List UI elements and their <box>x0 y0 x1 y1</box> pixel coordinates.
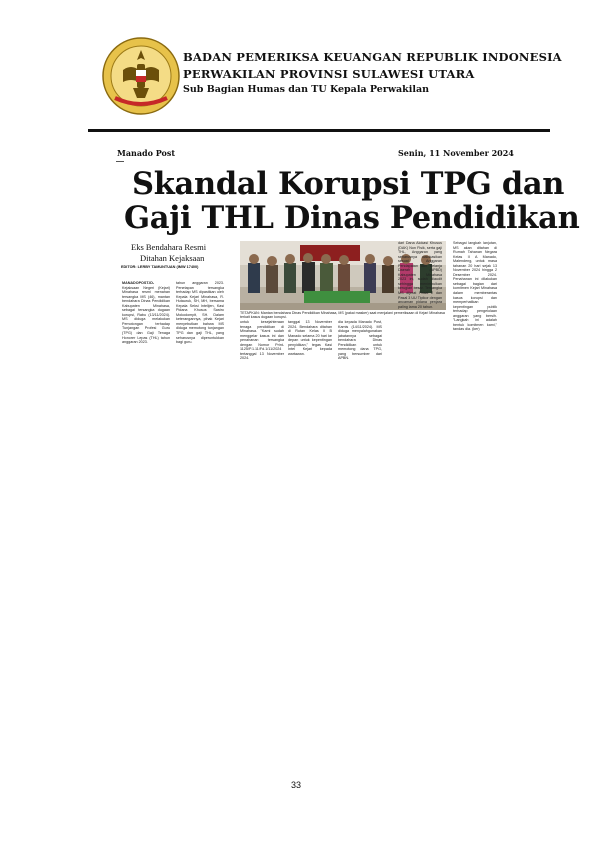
newspaper-source: Manado Post <box>117 148 176 158</box>
column-text: untuk kesejahteraan tenaga pendidikan di Minahasa. "Kami sudah menggelar kasus ini dan penahanan tersangka dengan Nomor Print-1125/P.1.11/Fd.1/11/2024 tertanggal 13 November 2024. <box>240 320 284 361</box>
editor-credit: EDITOR: LERBY TAMUNTUAN (IMW 17400) <box>121 265 199 269</box>
article-column-7 <box>453 241 497 353</box>
photo-caption: TETAPKAN: Mantan bendahara Dinas Pendidikan Minahasa, MS (pakai masker) saat menjalani pemeriksaan di Kejari Minahasa terkait kasus dugaan korupsi. <box>240 311 445 320</box>
article-column-1 <box>122 281 170 371</box>
page-number: 33 <box>291 780 302 790</box>
column-text: Sebagai langkah lanjutan, MS akan ditahan di Rumah Tahanan Negara Kelas II A Manado, Malendeng, untuk masa tahanan 20 hari sejak 13 November 2024 hingga 2 Desember 2024. Penahanan ini dilakukan sebagai bagian dari komitmen Kejari Minahasa dalam memberantas kasus korupsi dan memperhatikan kepentingan publik terhadap pengelolaan anggaran yang bersih. "Langkah ini adalah bentuk komitmen kami," tandas dia. (ker) <box>453 241 497 332</box>
column-text: Kejaksaan Negeri (Kejari) Minahasa resmi menahan tersangka MS (46), mantan bendahara Dinas Pendidikan Kabupaten Minahasa, sebagai tersangka dugaan korupsi, Rabu (13/11/2024). MS diduga melakukan Pemotongan terhadap Tunjangan Profesi Guru (TPG) dan Gaji Tenaga Honorer Lepas (THL) tahun anggaran 2023. <box>122 285 170 345</box>
article-column-4 <box>288 320 332 365</box>
header-title: BADAN PEMERIKSA KEUANGAN REPUBLIK INDONESIA <box>183 50 562 64</box>
header-divider <box>88 129 550 132</box>
dateline: MANADOPOST.ID- <box>122 281 155 285</box>
headline-line-2: Gaji THL Dinas Pendidikan <box>124 200 580 236</box>
subhead-line-2: Ditahan Kejaksaan <box>140 253 205 263</box>
publication-date: Senin, 11 November 2024 <box>398 148 514 158</box>
column-text: dia kepada Manado Post, Kamis (14/11/2024). MS diduga menyalahgunakan jabatannya sebagai bendahara Dinas Pendidikan untuk memotong dana TPG, yang bersumber dari APBN. <box>338 320 382 361</box>
header-subtitle: PERWAKILAN PROVINSI SULAWESI UTARA <box>183 67 475 81</box>
header-department: Sub Bagian Humas dan TU Kepala Perwakilan <box>183 84 430 95</box>
article-column-5 <box>338 320 382 365</box>
article-column-2 <box>176 281 224 371</box>
headline-line-1: Skandal Korupsi TPG dan <box>132 166 565 202</box>
article-column-3 <box>240 320 284 365</box>
subhead-line-1: Eks Bendahara Resmi <box>131 242 207 252</box>
column-text: tanggal 13 November 2024. Bendahara ditahan di Rutan Kelas II B Manado selama 20 hari ke depan untuk kepentingan penyidikan," tegas Kasi Intel Kejari kepada wartawan. <box>288 320 332 356</box>
column-text: tahun anggaran 2023. Penetapan tersangka terhadap MS dipastikan oleh Kepala Kejari Minahasa, R. Hutauruk, SH, MH, bersama Kepala Seksi Intelijen, Kasi Pidana Khusus Sastro Mokodompit, SH. Dalam keterangannya, pihak Kejari menyebutkan bahwa MS diduga memotong tunjangan TPG dan gaji THL, yang seharusnya diperuntukkan bagi guru. <box>176 281 224 345</box>
article-column-6 <box>398 241 442 353</box>
clip-top-mark <box>116 161 124 162</box>
bpk-logo <box>101 36 181 116</box>
column-text: dari Dana Alokasi Khusus (DAK) Non Fisik, serta gaji THL, Anggaran yang seharusnya dialokasikan sesuai Anggaran Pendapatan dan Belanja Daerah (APBD) Kabupaten Minahasa 2023 ini, sudah diaudit sehingga menimbulkan kerugian besar. Tersangka MS dijerat Pasal 2 dan Pasal 3 UU Tipikor dengan ancaman pidana penjara paling lama 20 tahun. <box>398 241 442 309</box>
